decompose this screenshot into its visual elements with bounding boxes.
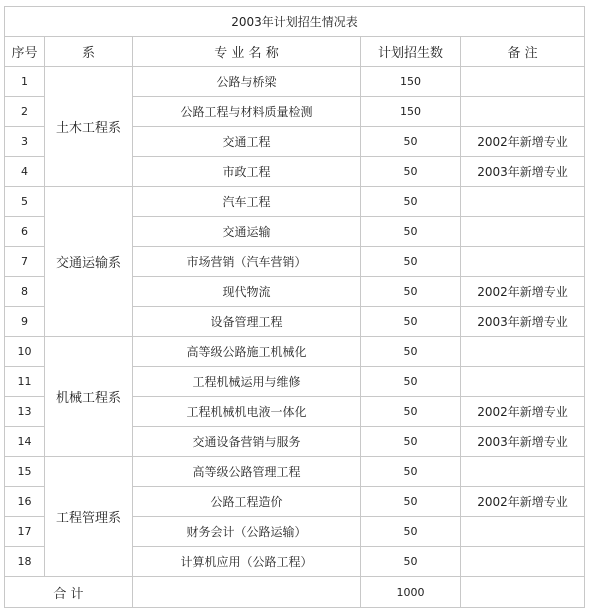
table-row <box>5 187 585 217</box>
department-cell: 交通运输系 <box>45 187 133 337</box>
row-planned: 50 <box>361 247 461 277</box>
row-remark <box>461 457 585 487</box>
table-title: 2003年计划招生情况表 <box>5 7 585 37</box>
row-planned: 50 <box>361 547 461 577</box>
total-major-empty <box>133 577 361 608</box>
row-seq: 3 <box>5 127 45 157</box>
row-planned: 50 <box>361 487 461 517</box>
row-major: 工程机械机电液一体化 <box>133 397 361 427</box>
row-seq: 14 <box>5 427 45 457</box>
row-seq: 17 <box>5 517 45 547</box>
row-remark <box>461 337 585 367</box>
row-seq: 6 <box>5 217 45 247</box>
header-planned: 计划招生数 <box>361 37 461 67</box>
row-remark <box>461 247 585 277</box>
row-seq: 8 <box>5 277 45 307</box>
row-remark <box>461 67 585 97</box>
header-seq: 序号 <box>5 37 45 67</box>
row-planned: 50 <box>361 517 461 547</box>
row-seq: 1 <box>5 67 45 97</box>
row-planned: 50 <box>361 427 461 457</box>
row-remark <box>461 187 585 217</box>
row-major: 计算机应用（公路工程） <box>133 547 361 577</box>
row-planned: 50 <box>361 157 461 187</box>
total-label: 合 计 <box>5 577 133 608</box>
row-major: 工程机械运用与维修 <box>133 367 361 397</box>
department-cell: 工程管理系 <box>45 457 133 577</box>
row-remark: 2003年新增专业 <box>461 307 585 337</box>
department-cell: 土木工程系 <box>45 67 133 187</box>
row-remark: 2003年新增专业 <box>461 157 585 187</box>
row-major: 现代物流 <box>133 277 361 307</box>
row-planned: 50 <box>361 217 461 247</box>
row-remark <box>461 547 585 577</box>
row-seq: 4 <box>5 157 45 187</box>
header-remark: 备 注 <box>461 37 585 67</box>
row-major: 公路与桥梁 <box>133 67 361 97</box>
total-row <box>5 577 585 608</box>
department-cell: 机械工程系 <box>45 337 133 457</box>
row-major: 设备管理工程 <box>133 307 361 337</box>
row-remark <box>461 517 585 547</box>
row-planned: 50 <box>361 277 461 307</box>
row-major: 交通设备营销与服务 <box>133 427 361 457</box>
row-planned: 50 <box>361 457 461 487</box>
row-seq: 13 <box>5 397 45 427</box>
row-seq: 10 <box>5 337 45 367</box>
total-planned: 1000 <box>361 577 461 608</box>
row-major: 市政工程 <box>133 157 361 187</box>
row-planned: 50 <box>361 397 461 427</box>
enrollment-plan-table <box>4 6 585 608</box>
row-seq: 11 <box>5 367 45 397</box>
row-major: 汽车工程 <box>133 187 361 217</box>
row-major: 高等级公路施工机械化 <box>133 337 361 367</box>
row-planned: 50 <box>361 127 461 157</box>
row-remark: 2002年新增专业 <box>461 487 585 517</box>
title-row <box>5 7 585 37</box>
row-seq: 9 <box>5 307 45 337</box>
row-planned: 50 <box>361 337 461 367</box>
row-seq: 15 <box>5 457 45 487</box>
row-seq: 16 <box>5 487 45 517</box>
row-planned: 150 <box>361 67 461 97</box>
row-planned: 50 <box>361 367 461 397</box>
row-remark <box>461 97 585 127</box>
row-major: 公路工程与材料质量检测 <box>133 97 361 127</box>
table-row <box>5 457 585 487</box>
row-seq: 18 <box>5 547 45 577</box>
row-remark <box>461 367 585 397</box>
row-remark <box>461 217 585 247</box>
row-seq: 7 <box>5 247 45 277</box>
table-row <box>5 67 585 97</box>
row-remark: 2002年新增专业 <box>461 127 585 157</box>
header-row <box>5 37 585 67</box>
row-planned: 50 <box>361 187 461 217</box>
row-major: 市场营销（汽车营销） <box>133 247 361 277</box>
total-remark-empty <box>461 577 585 608</box>
header-major: 专 业 名 称 <box>133 37 361 67</box>
row-planned: 50 <box>361 307 461 337</box>
row-major: 公路工程造价 <box>133 487 361 517</box>
row-major: 财务会计（公路运输） <box>133 517 361 547</box>
row-planned: 150 <box>361 97 461 127</box>
row-major: 交通运输 <box>133 217 361 247</box>
row-seq: 2 <box>5 97 45 127</box>
row-remark: 2002年新增专业 <box>461 397 585 427</box>
row-remark: 2002年新增专业 <box>461 277 585 307</box>
row-seq: 5 <box>5 187 45 217</box>
row-major: 交通工程 <box>133 127 361 157</box>
row-major: 高等级公路管理工程 <box>133 457 361 487</box>
table-row <box>5 337 585 367</box>
header-dept: 系 <box>45 37 133 67</box>
row-remark: 2003年新增专业 <box>461 427 585 457</box>
